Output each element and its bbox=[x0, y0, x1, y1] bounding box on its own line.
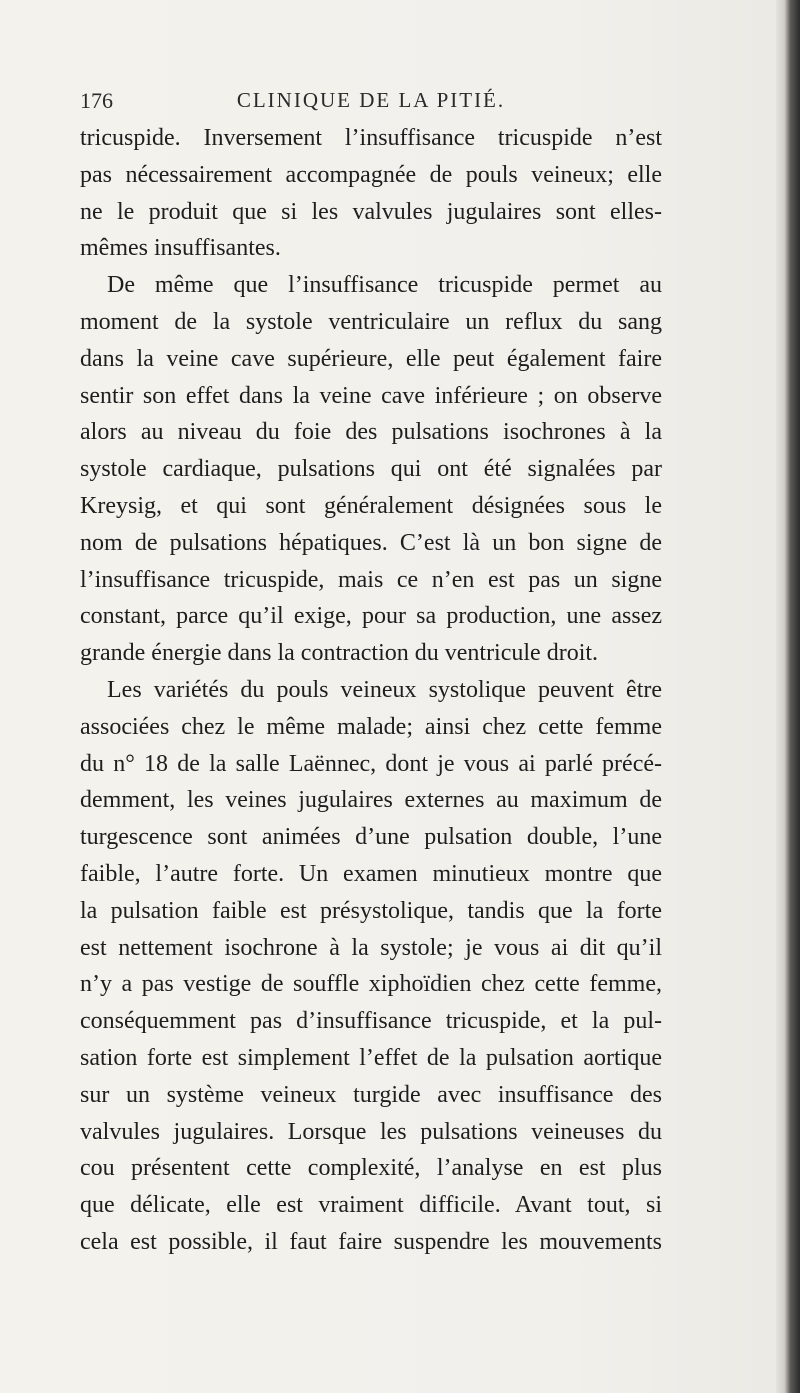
text-line: faible, l’autre forte. Un examen minutieux montre que bbox=[80, 860, 662, 887]
page-number: 176 bbox=[80, 88, 113, 113]
text-line: nom de pulsations hépatiques. C’est là un bon signe de bbox=[80, 529, 662, 556]
text-line: Kreysig, et qui sont généralement désignées sous le bbox=[80, 492, 662, 519]
text-line: cou présentent cette complexité, l’analyse en est plus bbox=[80, 1155, 662, 1182]
text-line: ne le produit que si les valvules jugulaires sont elles- bbox=[80, 198, 662, 225]
body-text bbox=[80, 120, 662, 1261]
text-line: constant, parce qu’il exige, pour sa production, une assez bbox=[80, 603, 662, 630]
text-line: Les variétés du pouls veineux systolique peuvent être bbox=[107, 676, 662, 703]
page-header bbox=[80, 88, 662, 116]
text-line: alors au niveau du foie des pulsations isochrones à la bbox=[80, 419, 662, 446]
text-line: moment de la systole ventriculaire un reflux du sang bbox=[80, 308, 662, 335]
running-title: CLINIQUE DE LA PITIÉ. bbox=[236, 88, 506, 112]
text-line: demment, les veines jugulaires externes au maximum de bbox=[80, 787, 662, 814]
text-line: valvules jugulaires. Lorsque les pulsations veineuses du bbox=[80, 1118, 662, 1145]
text-line: sur un système veineux turgide avec insuffisance des bbox=[80, 1081, 662, 1108]
text-line: De même que l’insuffisance tricuspide permet au bbox=[107, 272, 662, 299]
text-line: turgescence sont animées d’une pulsation double, l’une bbox=[80, 824, 662, 851]
text-line: n’y a pas vestige de souffle xiphoïdien chez cette femme, bbox=[80, 971, 662, 998]
page-binding-edge bbox=[776, 0, 800, 1393]
text-line: dans la veine cave supérieure, elle peut également faire bbox=[80, 345, 662, 372]
text-line: est nettement isochrone à la systole; je vous ai dit qu’il bbox=[80, 934, 662, 961]
text-line: systole cardiaque, pulsations qui ont été signalées par bbox=[80, 456, 662, 483]
text-line: cela est possible, il faut faire suspendre les mouvements bbox=[80, 1228, 662, 1255]
text-line: la pulsation faible est présystolique, tandis que la forte bbox=[80, 897, 662, 924]
text-line: mêmes insuffisantes. bbox=[80, 235, 281, 262]
text-line: associées chez le même malade; ainsi chez cette femme bbox=[80, 713, 662, 740]
text-line: que délicate, elle est vraiment difficile. Avant tout, si bbox=[80, 1192, 662, 1219]
text-line: l’insuffisance tricuspide, mais ce n’en est pas un signe bbox=[80, 566, 662, 593]
text-line: pas nécessairement accompagnée de pouls veineux; elle bbox=[80, 161, 662, 188]
text-line: grande énergie dans la contraction du ventricule droit. bbox=[80, 640, 599, 667]
text-line: sation forte est simplement l’effet de la pulsation aortique bbox=[80, 1044, 662, 1071]
text-line: conséquemment pas d’insuffisance tricuspide, et la pul- bbox=[80, 1008, 662, 1035]
text-line: du n° 18 de la salle Laënnec, dont je vous ai parlé précé- bbox=[80, 750, 662, 777]
text-line: tricuspide. Inversement l’insuffisance tricuspide n’est bbox=[80, 125, 662, 151]
text-line: sentir son effet dans la veine cave inférieure ; on observe bbox=[80, 382, 662, 409]
